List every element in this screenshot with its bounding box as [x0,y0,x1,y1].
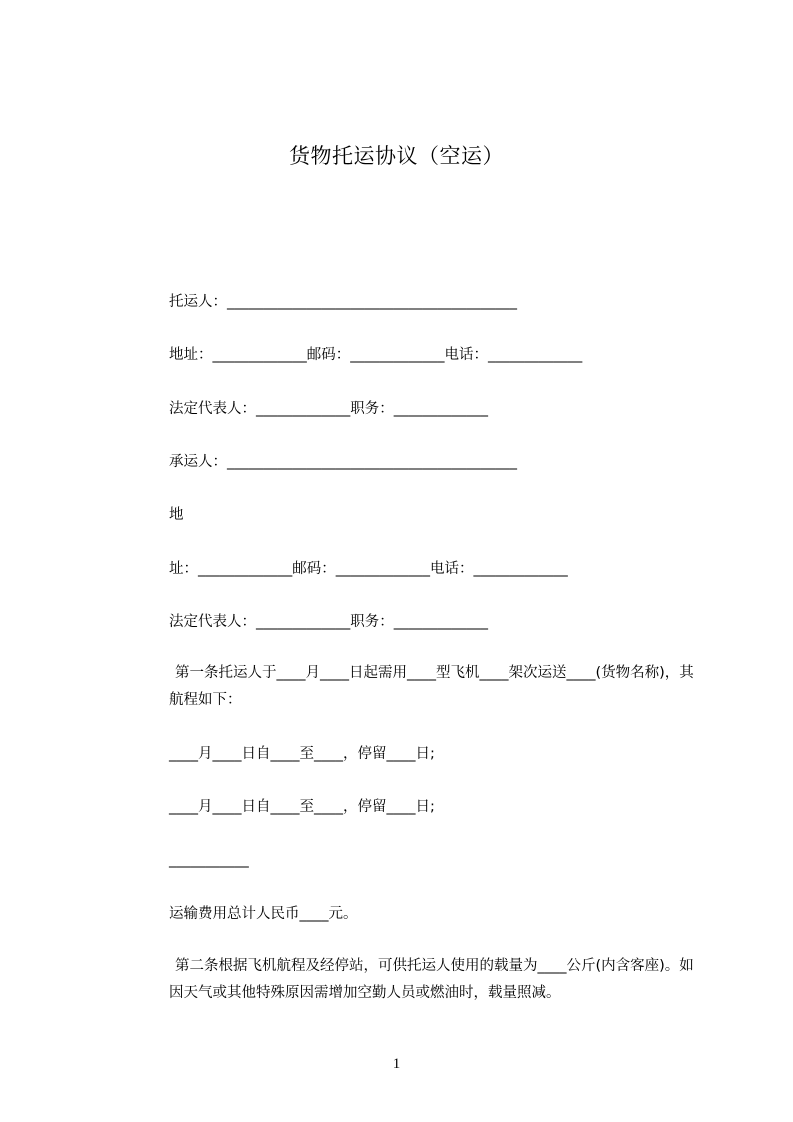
carrier-legal-rep-line: 法定代表人：_____________职务：_____________ [169,614,488,630]
carrier-address-line: 址：_____________邮码：_____________电话：_____________ [169,561,568,577]
article-2-paragraph [169,953,704,1007]
carrier-address-label-line: 地 [169,507,184,523]
shipper-address-line: 地址：_____________邮码：_____________电话：_____________ [169,347,583,363]
carrier-line: 承运人：________________________________________ [169,454,517,470]
page-number: 1 [392,1056,401,1072]
document-title: 货物托运协议（空运） [289,144,504,168]
route-line-3: ___________ [169,852,249,868]
shipper-legal-rep-line: 法定代表人：_____________职务：_____________ [169,401,488,417]
article-2-text: 第二条根据飞机航程及经停站，可供托运人使用的载量为____公斤(内含客座)。如因天气或其他特殊原因需增加空勤人员或燃油时，载量照减。 [169,958,694,1001]
route-line-2: ____月____日自____至____，停留____日; [169,799,435,815]
article-1-text: 第一条托运人于____月____日起需用____型飞机____架次运送____(货物名称)，其航程如下： [169,665,694,708]
shipper-line: 托运人：________________________________________ [169,294,517,310]
fee-line: 运输费用总计人民币____元。 [169,906,358,922]
route-line-1: ____月____日自____至____，停留____日; [169,746,435,762]
article-1-paragraph [169,660,704,714]
